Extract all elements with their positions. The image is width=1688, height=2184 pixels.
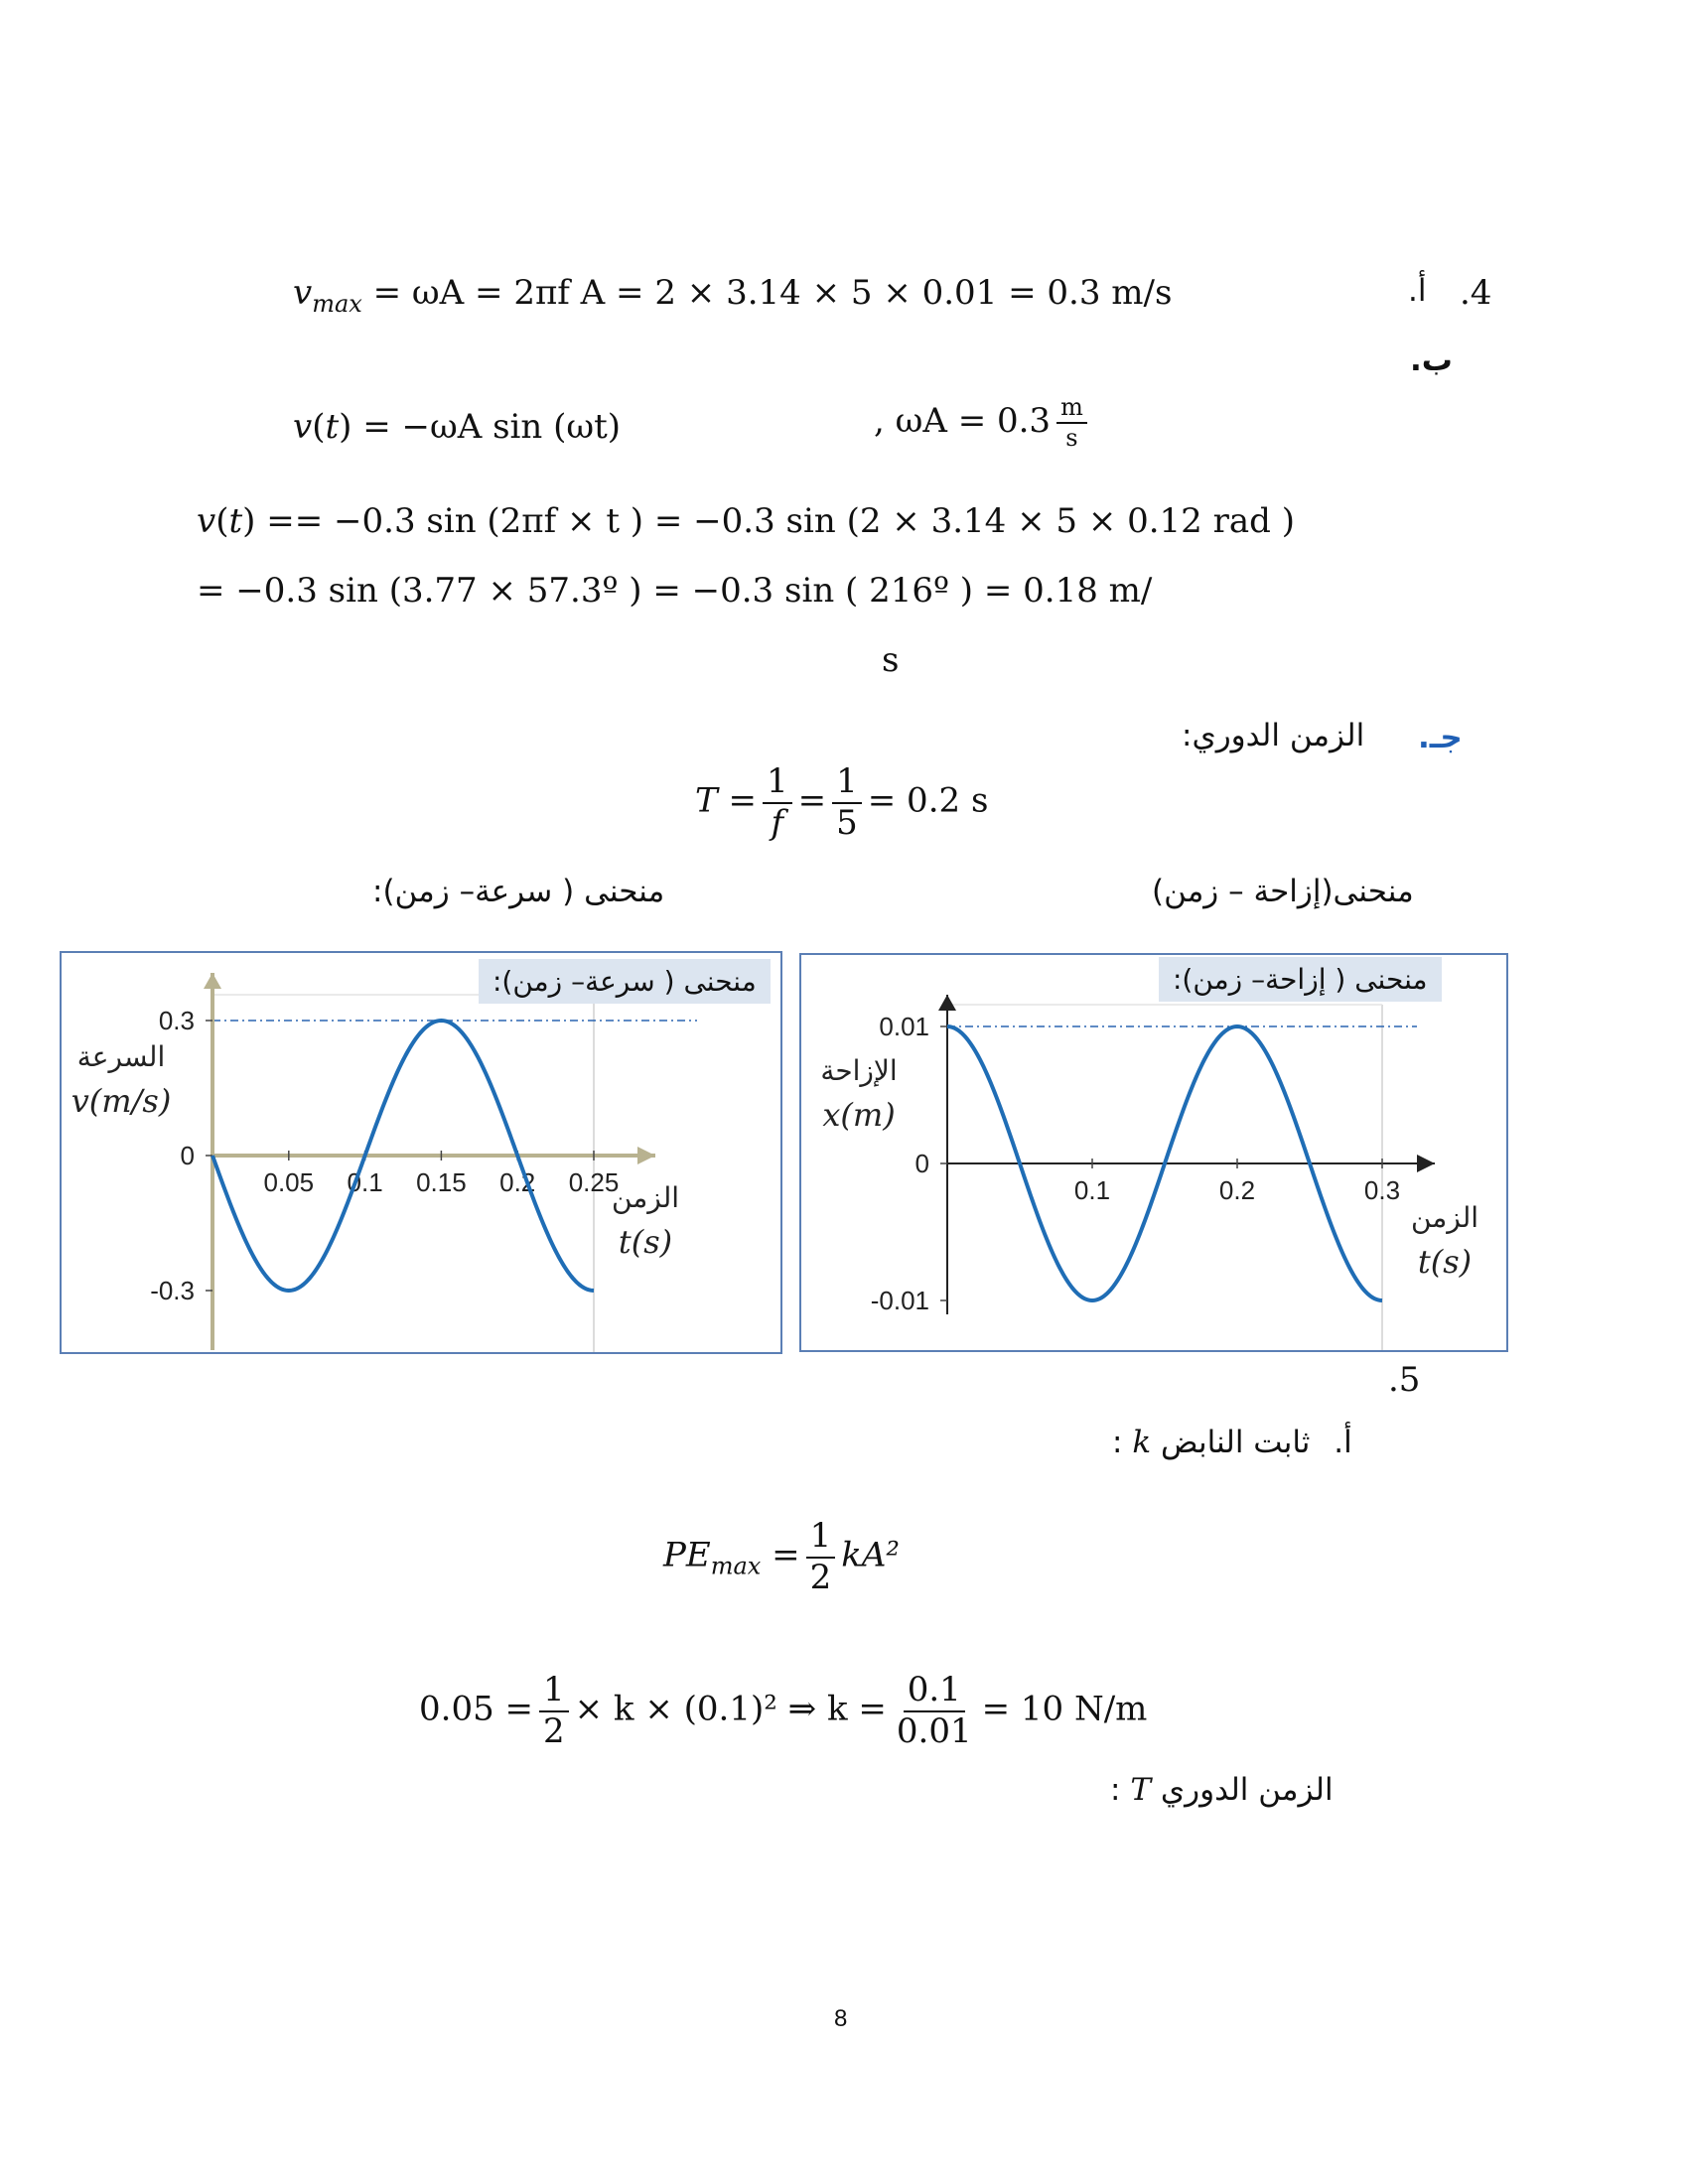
unit-s: s — [1065, 424, 1078, 453]
q4-part-a-label: أ. — [1408, 273, 1427, 309]
y-tick-label: -0.01 — [870, 1286, 929, 1315]
y-tick-label: -0.3 — [150, 1276, 195, 1305]
y-tick-label: 0 — [914, 1149, 929, 1178]
q4-part-b-label: ب. — [1410, 342, 1453, 378]
period-den-f: f — [771, 802, 784, 843]
y-tick-label: 0.3 — [158, 1006, 195, 1035]
y-axis-title: السرعة — [76, 1040, 166, 1073]
caption-displacement-time: منحنى(إزاحة – زمن) — [1152, 874, 1414, 909]
period-equation: T = $\frac{1}{f}$ = $\frac{1}{5}$ = 0.2 s — [695, 761, 989, 843]
spring-k-symbol: k — [1132, 1425, 1152, 1460]
y-axis-arrow — [938, 995, 956, 1011]
k-calc-mid: × k × (0.1)² ⇒ k = — [574, 1689, 887, 1729]
displacement-time-chart — [799, 953, 1508, 1352]
spring-colon: : — [1112, 1425, 1123, 1460]
page-number: 8 — [834, 2005, 848, 2032]
omega-a-value — [874, 395, 1093, 451]
velocity-calc-line2-wrap: s — [882, 640, 900, 680]
velocity-calc-line2: = −0.3 sin (3.77 × 57.3º ) = −0.3 sin ( 216º ) = 0.18 m/ — [197, 571, 1153, 611]
x-tick-label: 0.15 — [416, 1167, 467, 1197]
x-axis-title: الزمن — [611, 1181, 680, 1214]
k-calculation — [419, 1670, 1148, 1751]
x-tick-label: 0.3 — [1363, 1175, 1401, 1205]
displacement-chart-svg — [801, 955, 1506, 1350]
velocity-chart-svg — [62, 953, 780, 1352]
y-axis-unit: x(m) — [822, 1096, 896, 1134]
q4-number: .4 — [1460, 273, 1492, 313]
k-frac-den: 0.01 — [896, 1710, 972, 1751]
x-axis-unit: t(s) — [618, 1223, 673, 1261]
period-heading: الزمن الدوري: — [1182, 718, 1365, 753]
x-tick-label: 0.2 — [499, 1167, 536, 1197]
unit-m: m — [1056, 395, 1087, 424]
pe-max-equation: $PE_{max}$ = $\frac{1}{2}$ kA² — [663, 1516, 901, 1597]
velocity-function-text: = −ωA sin (ωt) — [352, 407, 622, 447]
q5-part-a-label: أ. — [1334, 1425, 1352, 1460]
displacement-chart-legend: منحنى ( إزاحة– زمن): — [1159, 957, 1442, 1002]
x-tick-label: 0.1 — [1073, 1175, 1111, 1205]
x-axis-title: الزمن — [1410, 1201, 1479, 1234]
x-tick-label: 0.2 — [1218, 1175, 1256, 1205]
x-tick-label: 0.25 — [568, 1167, 620, 1197]
k-calc-result: = 10 N/m — [981, 1689, 1148, 1729]
omega-a-text: , ωA = 0.3 — [874, 401, 1052, 442]
velocity-chart-legend: منحنى ( سرعة– زمن): — [479, 959, 771, 1004]
pe-frac-num: 1 — [806, 1519, 836, 1559]
pe-rhs-tail: kA² — [841, 1535, 901, 1575]
x-axis-arrow — [1417, 1155, 1435, 1172]
velocity-function: v(t) = −ωA sin (ωt) — [293, 407, 622, 447]
x-tick-label: 0.05 — [263, 1167, 315, 1197]
q5-period-label: الزمن الدوري — [1160, 1772, 1334, 1808]
y-axis-title: الإزاحة — [820, 1054, 898, 1087]
k-calc-lhs: 0.05 = — [419, 1689, 533, 1729]
x-axis-arrow — [637, 1147, 655, 1164]
period-den-5: 5 — [836, 802, 858, 843]
velocity-calc-line1: v(t) == −0.3 sin (2πf × t ) = −0.3 sin (2 × 3.14 × 5 × 0.12 rad ) — [197, 501, 1295, 541]
y-tick-label: 0 — [180, 1141, 195, 1170]
caption-velocity-time: منحنى ( سرعة– زمن): — [372, 874, 665, 909]
y-axis-arrow — [204, 973, 221, 989]
x-tick-label: 0.1 — [347, 1167, 383, 1197]
period-num-1: 1 — [763, 764, 792, 804]
vmax-equation: $v_{max} = \omega A = 2\pi f$ A = 2 × 3.14 × 5 × 0.01 = 0.3 m/s — [293, 273, 1173, 318]
k-frac-num: 0.1 — [904, 1673, 965, 1712]
period-result: = 0.2 s — [867, 780, 989, 821]
q4-part-c-label: جـ. — [1418, 720, 1463, 755]
pe-frac-den: 2 — [809, 1557, 832, 1597]
period-num-2: 1 — [832, 764, 862, 804]
k-calc-half-den: 2 — [543, 1710, 565, 1751]
q5-t-symbol: T — [1130, 1772, 1151, 1808]
y-tick-label: 0.01 — [879, 1012, 929, 1041]
k-calc-half-num: 1 — [539, 1673, 569, 1712]
vmax-equation-text: = ωA = 2πf A = 2 × 3.14 × 5 × 0.01 = 0.3 m/s — [361, 273, 1173, 313]
y-axis-unit: v(m/s) — [70, 1082, 172, 1120]
spring-constant-heading — [1112, 1425, 1352, 1460]
spring-constant-label: ثابت النابض — [1160, 1425, 1311, 1460]
pe-sub: max — [710, 1552, 762, 1580]
q5-number: .5 — [1388, 1360, 1421, 1400]
x-axis-unit: t(s) — [1417, 1243, 1473, 1281]
velocity-calc-line1-text: == −0.3 sin (2πf × t ) = −0.3 sin (2 × 3.14 × 5 × 0.12 rad ) — [255, 501, 1295, 541]
pe-lhs: PE — [663, 1535, 711, 1575]
velocity-time-chart — [60, 951, 782, 1354]
q5-period-heading — [1110, 1772, 1334, 1808]
q5-period-colon: : — [1110, 1772, 1121, 1808]
